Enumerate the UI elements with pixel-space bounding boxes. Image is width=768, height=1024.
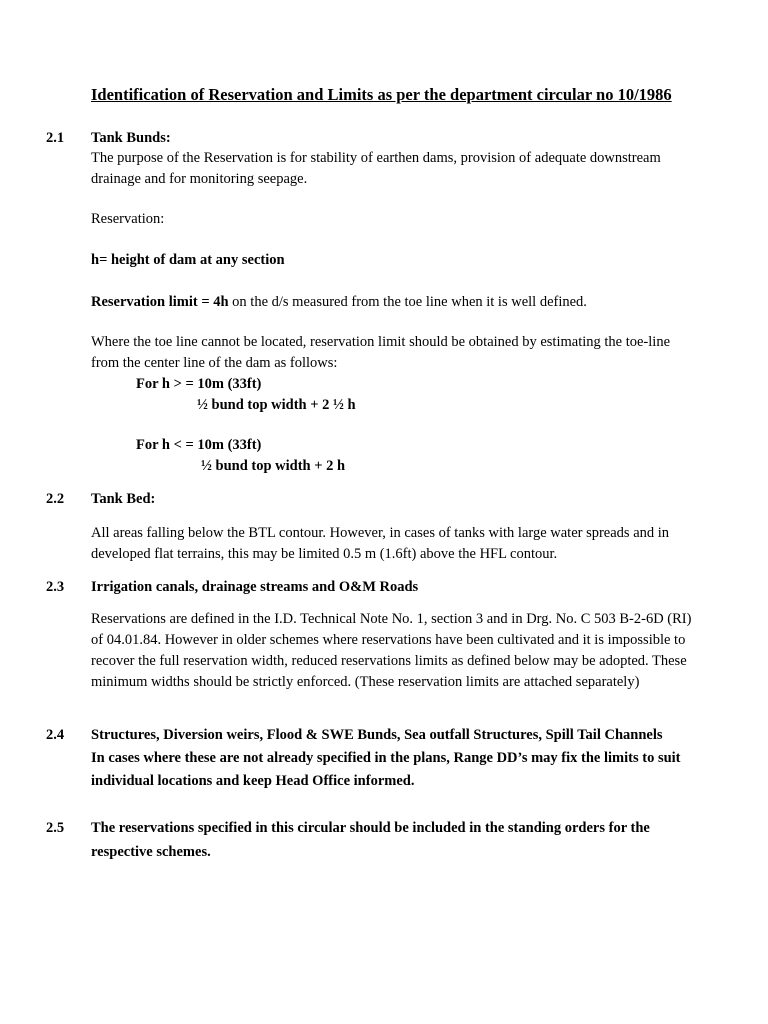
section-number-2-3: 2.3 xyxy=(46,579,65,595)
case-h-greater-equal: For h > = 10m (33ft) xyxy=(136,376,262,392)
irrigation-line-1: Reservations are defined in the I.D. Technical Note No. 1, section 3 and in Drg. No. C 503 B-2-6D (RI) xyxy=(91,611,692,627)
height-definition: h= height of dam at any section xyxy=(91,252,285,268)
section-number-2-5: 2.5 xyxy=(46,820,65,836)
standing-orders-line-1: The reservations specified in this circular should be included in the standing orders for the xyxy=(91,820,650,836)
tank-bed-line-2: developed flat terrains, this may be limited 0.5 m (1.6ft) above the HFL contour. xyxy=(91,546,558,562)
irrigation-line-3: recover the full reservation width, reduced reservations limits as defined below may be adopted. These xyxy=(91,653,687,669)
reservation-limit-rest: on the d/s measured from the toe line when it is well defined. xyxy=(228,294,587,310)
tank-bed-line-1: All areas falling below the BTL contour. However, in cases of tanks with large water spreads and in xyxy=(91,525,670,541)
document-title: Identification of Reservation and Limits as per the department circular no 10/1986 xyxy=(91,85,672,104)
section-heading-irrigation-canals: Irrigation canals, drainage streams and O&M Roads xyxy=(91,579,419,595)
toe-line-paragraph-1: Where the toe line cannot be located, reservation limit should be obtained by estimating the toe-line xyxy=(91,334,671,350)
toe-line-paragraph-2: from the center line of the dam as follows: xyxy=(91,355,338,371)
irrigation-line-4: minimum widths should be strictly enforced. (These reservation limits are attached separately) xyxy=(91,674,640,690)
reservation-label: Reservation: xyxy=(91,211,165,227)
irrigation-line-2: of 04.01.84. However in older schemes where reservations have been cultivated and it is impossible to xyxy=(91,632,686,648)
section-number-2-1: 2.1 xyxy=(46,130,65,146)
purpose-line-1: The purpose of the Reservation is for stability of earthen dams, provision of adequate downstream xyxy=(91,150,661,166)
structures-line-1: In cases where these are not already specified in the plans, Range DD’s may fix the limits to suit xyxy=(91,750,681,766)
reservation-limit-bold: Reservation limit = 4h xyxy=(91,294,229,310)
structures-line-2: individual locations and keep Head Office informed. xyxy=(91,773,415,789)
section-number-2-4: 2.4 xyxy=(46,727,65,743)
case-1-formula: ½ bund top width + 2 ½ h xyxy=(197,397,356,413)
standing-orders-line-2: respective schemes. xyxy=(91,844,211,860)
section-heading-structures: Structures, Diversion weirs, Flood & SWE Bunds, Sea outfall Structures, Spill Tail Channels xyxy=(91,727,663,743)
section-heading-tank-bunds: Tank Bunds: xyxy=(91,130,171,146)
case-h-less-equal: For h < = 10m (33ft) xyxy=(136,437,262,453)
purpose-line-2: drainage and for monitoring seepage. xyxy=(91,171,308,187)
section-number-2-2: 2.2 xyxy=(46,491,65,507)
section-heading-tank-bed: Tank Bed: xyxy=(91,491,156,507)
reservation-limit-line xyxy=(91,292,723,313)
case-2-formula: ½ bund top width + 2 h xyxy=(201,458,346,474)
